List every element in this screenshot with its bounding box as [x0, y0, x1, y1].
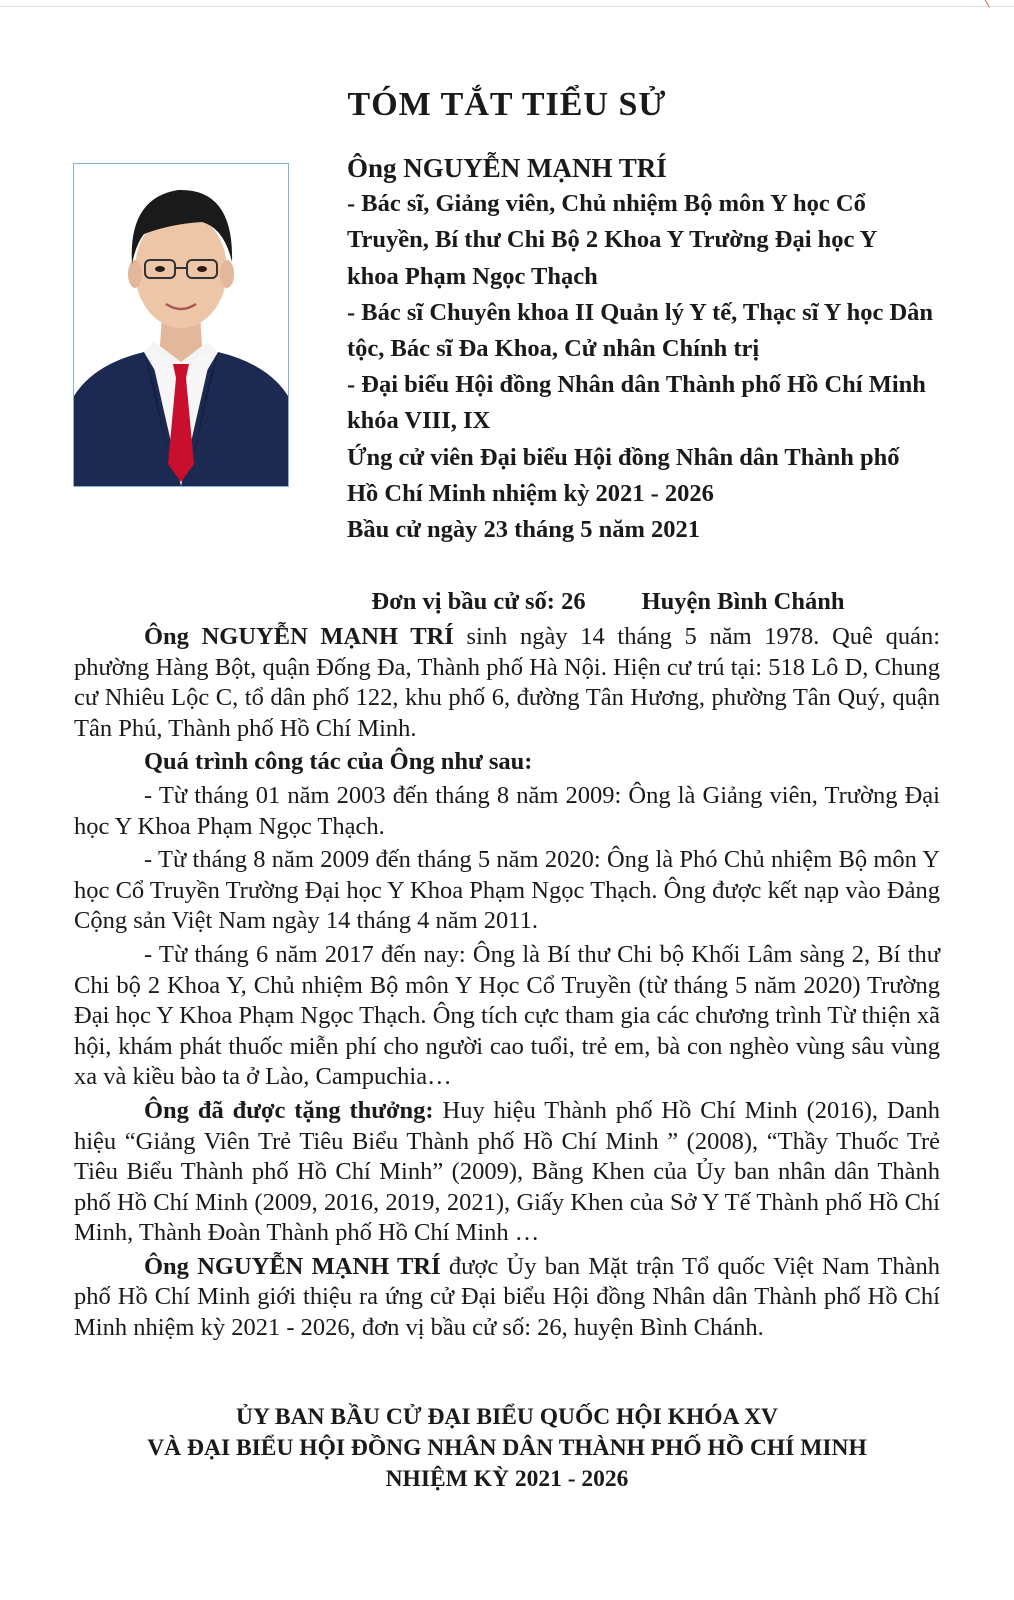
header-line: khoa Phạm Ngọc Thạch — [347, 262, 598, 290]
intro-text: sinh ngày 14 tháng 5 năm 1978. Quê quán: phường Hàng Bột, quận Đống Đa, Thành phố Hà Nội. Hiện cư trú tại: 518 Lô D, Chung cư Nhiêu Lộc C, tổ dân phố 122, khu phố 6, đường Tân Hương, phường Tân Quý, quận Tân Phú, Thành phố Hồ Chí Minh. — [74, 623, 940, 742]
portrait-illustration — [74, 164, 288, 486]
work-heading — [74, 747, 940, 778]
intro-paragraph — [74, 622, 940, 744]
top-divider — [0, 6, 1014, 7]
header-line: Hồ Chí Minh nhiệm kỳ 2021 - 2026 — [347, 479, 714, 507]
biography-body — [74, 622, 940, 1347]
header-line: - Đại biểu Hội đồng Nhân dân Thành phố Hồ Chí Minh — [347, 371, 926, 399]
nomination-name: Ông NGUYỄN MẠNH TRÍ — [144, 1252, 441, 1280]
nomination-paragraph — [74, 1252, 940, 1344]
footer-line: VÀ ĐẠI BIỂU HỘI ĐỒNG NHÂN DÂN THÀNH PHỐ HỒ CHÍ MINH — [147, 1435, 867, 1461]
portrait-photo — [73, 163, 289, 487]
header-line: - Bác sĩ Chuyên khoa II Quản lý Y tế, Thạc sĩ Y học Dân — [347, 298, 934, 326]
nomination-text: được Ủy ban Mặt trận Tổ quốc Việt Nam Thành phố Hồ Chí Minh giới thiệu ra ứng cử Đại biểu Hội đồng Nhân dân Thành phố Hồ Chí Minh nhiệm kỳ 2021 - 2026, đơn vị bầu cử số: 26, huyện Bình Chánh. — [74, 1252, 941, 1342]
footer-line: ỦY BAN BẦU CỬ ĐẠI BIỂU QUỐC HỘI KHÓA XV — [235, 1404, 779, 1430]
header-line: tộc, Bác sĩ Đa Khoa, Cử nhân Chính trị — [347, 335, 760, 363]
intro-name: Ông NGUYỄN MẠNH TRÍ — [144, 623, 454, 650]
header-line: Ứng cử viên Đại biểu Hội đồng Nhân dân Thành phố — [347, 443, 900, 471]
header-line: khóa VIII, IX — [347, 407, 491, 435]
candidate-name: Ông NGUYỄN MẠNH TRÍ — [347, 153, 667, 183]
awards-heading: Ông đã được tặng thưởng: — [144, 1096, 434, 1124]
work-item: - Từ tháng 8 năm 2009 đến tháng 5 năm 2020: Ông là Phó Chủ nhiệm Bộ môn Y học Cổ Truyền Trường Đại học Y Khoa Phạm Ngọc Thạch. Ông được kết nạp vào Đảng Cộng sản Việt Nam ngày 14 tháng 4 năm 2011. — [74, 846, 940, 935]
work-heading-text: Quá trình công tác của Ông như sau: — [144, 748, 533, 776]
candidate-header — [347, 150, 947, 657]
issuing-committee — [0, 1402, 1014, 1495]
work-item: - Từ tháng 01 năm 2003 đến tháng 8 năm 2009: Ông là Giảng viên, Trường Đại học Y Khoa Phạm Ngọc Thạch. — [74, 781, 940, 840]
corner-mark — [977, 0, 990, 12]
header-line: Bầu cử ngày 23 tháng 5 năm 2021 — [347, 516, 700, 544]
header-line: - Bác sĩ, Giảng viên, Chủ nhiệm Bộ môn Y học Cổ — [347, 190, 866, 218]
district: Huyện Bình Chánh — [641, 588, 845, 616]
awards-text: Huy hiệu Thành phố Hồ Chí Minh (2016), Danh hiệu “Giảng Viên Trẻ Tiêu Biểu Thành phố Hồ Chí Minh ” (2008), “Thầy Thuốc Trẻ Tiêu Biểu Thành phố Hồ Chí Minh” (2009), Bằng Khen của Ủy ban nhân dân Thành phố Hồ Chí Minh (2009, 2016, 2019, 2021), Giấy Khen của Sở Y Tế Thành phố Hồ Chí Minh, Thành Đoàn Thành phố Hồ Chí Minh … — [74, 1096, 940, 1247]
page-title: TÓM TẮT TIỂU SỬ — [347, 86, 667, 123]
footer-line: NHIỆM KỲ 2021 - 2026 — [385, 1466, 629, 1492]
header-line: Truyền, Bí thư Chi Bộ 2 Khoa Y Trường Đại học Y — [347, 226, 878, 254]
work-item: - Từ tháng 6 năm 2017 đến nay: Ông là Bí thư Chi bộ Khối Lâm sàng 2, Bí thư Chi bộ 2 Khoa Y, Chủ nhiệm Bộ môn Y Học Cổ Truyền (từ tháng 5 năm 2020) Trường Đại học Y Khoa Phạm Ngọc Thạch. Ông tích cực tham gia các chương trình Từ thiện xã hội, khám phát thuốc miễn phí cho người cao tuổi, trẻ em, bà con nghèo vùng sâu vùng xa và kiều bào ta ở Lào, Campuchia… — [74, 940, 940, 1091]
electoral-unit: Đơn vị bầu cử số: 26 — [371, 588, 586, 616]
awards-paragraph — [74, 1096, 940, 1249]
